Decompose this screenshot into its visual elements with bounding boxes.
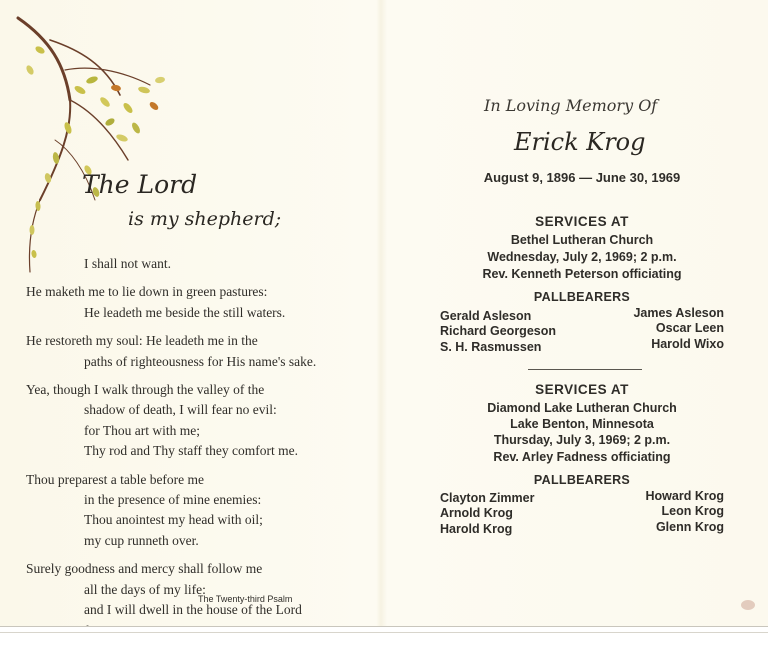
- scan-edge-line: [0, 632, 768, 633]
- service1-church: Bethel Lutheran Church: [510, 233, 654, 247]
- psalm-line: Surely goodness and mercy shall follow me: [26, 561, 263, 577]
- memory-heading: In Loving Memory Of: [484, 96, 658, 115]
- service2-datetime: Thursday, July 3, 1969; 2 p.m.: [493, 433, 671, 447]
- deceased-name: Erick Krog: [514, 128, 646, 156]
- psalm-line: my cup runneth over.: [84, 532, 199, 548]
- service2-pallbearers-left: [440, 491, 534, 537]
- service2-church: Diamond Lake Lutheran Church: [487, 401, 677, 415]
- pallbearer-name: Howard Krog: [645, 489, 724, 503]
- service1-pallbearers-heading: PALLBEARERS: [533, 290, 631, 304]
- pallbearer-name: Glenn Krog: [655, 519, 724, 534]
- service1-officiant: Rev. Kenneth Peterson officiating: [482, 267, 682, 281]
- psalm-line: for Thou art with me;: [84, 422, 200, 438]
- service2-heading: SERVICES AT: [535, 382, 629, 397]
- pallbearer-name: Harold Wixo: [651, 336, 724, 351]
- pallbearer-name: Leon Krog: [661, 504, 724, 519]
- psalm-subtitle: is my shepherd;: [128, 208, 282, 230]
- psalm-line: Thou preparest a table before me: [26, 471, 205, 487]
- service2-pallbearers-right: [646, 489, 724, 535]
- psalm-line: shadow of death, I will fear no evil:: [84, 402, 277, 418]
- psalm-line: He maketh me to lie down in green pastures:: [26, 284, 268, 300]
- pallbearer-name: Harold Krog: [440, 521, 513, 536]
- psalm-line: Thy rod and Thy staff they comfort me.: [84, 443, 298, 459]
- pallbearer-name: James Asleson: [633, 306, 724, 320]
- service1-datetime: Wednesday, July 2, 1969; 2 p.m.: [487, 250, 677, 264]
- psalm-text: [26, 254, 356, 641]
- psalm-title: The Lord: [82, 170, 198, 199]
- pallbearer-name: Arnold Krog: [440, 506, 513, 521]
- psalm-line: all the days of my life:: [84, 581, 206, 597]
- pallbearer-name: Gerald Asleson: [440, 309, 532, 323]
- psalm-line: paths of righteousness for His name's sake.: [84, 353, 317, 369]
- scan-bottom-edge: [0, 626, 768, 645]
- pallbearer-name: Clayton Zimmer: [440, 491, 535, 505]
- psalm-line: Thou anointest my head with oil;: [84, 512, 263, 528]
- service2-location: Lake Benton, Minnesota: [510, 417, 654, 431]
- psalm-line: and I will dwell in the house of the Lord: [84, 602, 302, 618]
- willow-branch-illustration: [10, 10, 190, 280]
- service1-heading: SERVICES AT: [535, 214, 629, 229]
- psalm-line: I shall not want.: [84, 256, 171, 271]
- section-divider: [528, 369, 642, 370]
- service2-officiant: Rev. Arley Fadness officiating: [493, 450, 671, 464]
- service1-pallbearers-right: [633, 306, 724, 352]
- psalm-line: Yea, though I walk through the valley of the: [26, 382, 265, 398]
- service2-pallbearers-heading: PALLBEARERS: [533, 473, 631, 487]
- psalm-line: He leadeth me beside the still waters.: [84, 304, 286, 320]
- life-dates: August 9, 1896 — June 30, 1969: [483, 170, 681, 185]
- pallbearer-name: Richard Georgeson: [440, 324, 556, 339]
- service1-pallbearers-left: [440, 309, 556, 355]
- pallbearer-name: S. H. Rasmussen: [440, 339, 542, 354]
- psalm-line: in the presence of mine enemies:: [84, 492, 262, 508]
- pallbearer-name: Oscar Leen: [655, 321, 724, 336]
- psalm-line: He restoreth my soul: He leadeth me in the: [26, 333, 258, 349]
- paper-stain: [741, 600, 755, 610]
- psalm-attribution: The Twenty-third Psalm: [198, 594, 293, 604]
